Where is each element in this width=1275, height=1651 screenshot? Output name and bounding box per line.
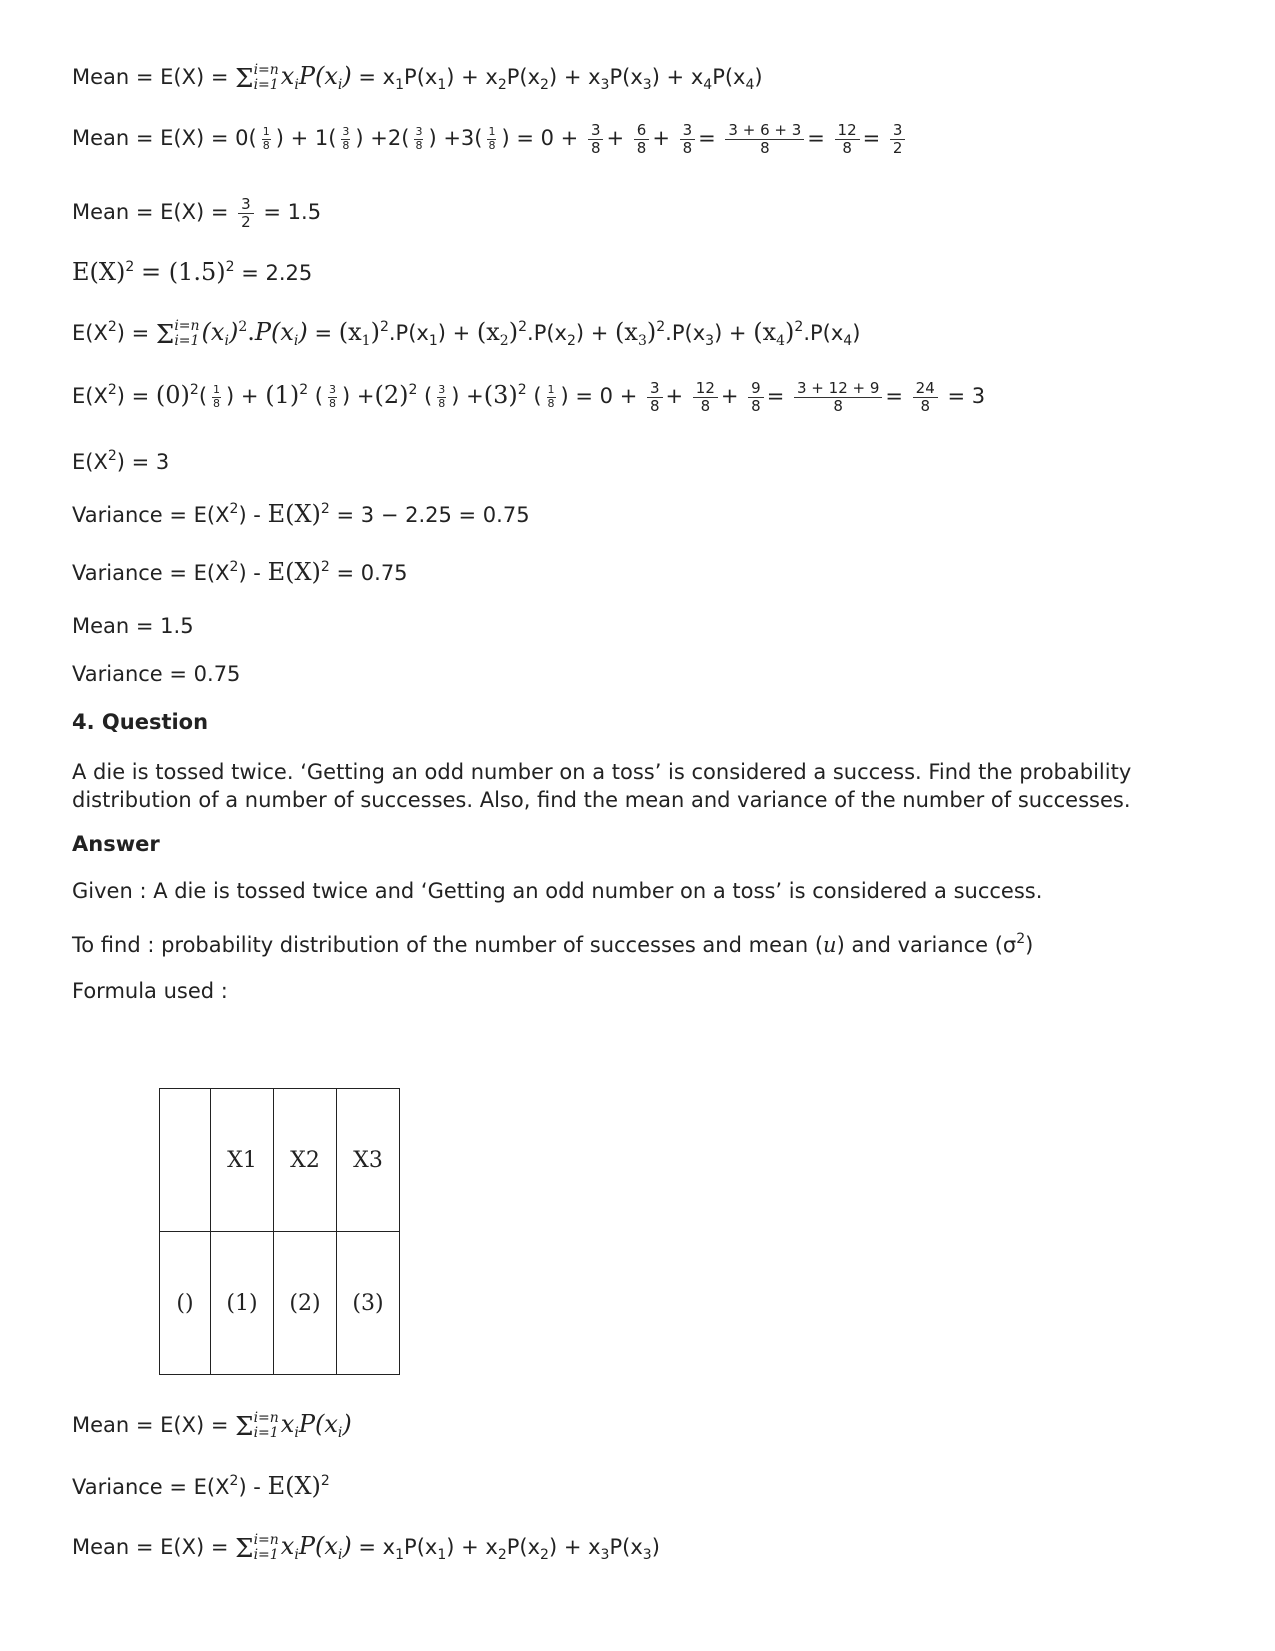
mean-result-num: 3 [890, 122, 906, 140]
mean-value-label: Mean = E(X) = [72, 200, 229, 224]
table-row [160, 1232, 400, 1375]
ex2-calculation-line: $E(X^2) = (0)^2$( $\frac{1}{8}$ ) + $(1)^2$ ( $\frac{3}{8}$ ) $+(2)^2$ ( $\frac{3}{8}$ ) $+(3)^2$ ( $\frac{1}{8}$ ) = 0 + $\frac{3}{8}$ + $\frac{12}{8}$ + $\frac{9}{8}$ = $\frac{3 + 12 + 9}{8}$ = $\frac{24}{8}$ = 3 [72, 379, 986, 415]
formula-used: Formula used : [72, 979, 228, 1003]
ex2-result-line: $E(X^2) = 3$ [72, 448, 170, 474]
mean-value: = 1.5 [263, 200, 322, 224]
variance-label: Variance = E(X [72, 503, 230, 527]
variance2-label: Variance = E(X [72, 561, 230, 585]
formula-variance-rest: ) - [238, 1475, 268, 1499]
variance-result-line: Variance = $E(X^2) - E(X)^2 = 0.75$ [72, 558, 408, 586]
table-cell: X1 [211, 1089, 274, 1232]
variance-final: Variance = 0.75 [72, 662, 241, 686]
table-cell [160, 1089, 211, 1232]
table-cell: X3 [337, 1089, 400, 1232]
to-find-text: To find : probability distribution of the number of successes and mean ( [72, 933, 824, 957]
given-text: Given : A die is tossed twice and ‘Getting an odd number on a toss’ is considered a success. [72, 879, 1043, 903]
answer-heading: Answer [72, 832, 160, 856]
ex2-definition-line: $E(X^2) = \Sigma$ i=n i=1 $(x_i)^2.P(x_i) = (x_1)^2.P(x_1) + (x_2)^2.P(x_2) + (x_3)^2.P(x_3) + (x_4)^2.P(x_4)$ [72, 318, 861, 350]
mean-final: Mean = 1.5 [72, 614, 194, 638]
to-find-end: ) [1025, 933, 1034, 957]
question-text: A die is tossed twice. ‘Getting an odd number on a toss’ is considered a success. Find the probability distribution of a number of successes. Also, find the mean and variance of the number of successes. [72, 760, 1132, 813]
ex-label: E(X) [72, 258, 126, 286]
variance-calc-line: Variance = $E(X^2) - E(X)^2 = 3 - 2.25 = 0.75$ [72, 500, 530, 528]
mean-last-label: Mean = E(X) = [72, 1535, 229, 1559]
formula-mean-label: Mean = E(X) = [72, 1413, 229, 1437]
variance2-value: = 0.75 [336, 561, 408, 585]
ex-squared-value: = 2.25 [241, 261, 313, 285]
table-cell: (1) [211, 1232, 274, 1375]
formula-mean-line: Mean = E(X) = Σ i=n i=1 $x_iP(x_i)$ [72, 1410, 352, 1442]
mean-value-line: Mean = E(X) = $\frac{3}{2}$ = 1.5 [72, 195, 322, 231]
mean-definition-line: Mean = E(X) = Σ i=n i=1 $x_iP(x_i) = x_1P(x_1) + x_2P(x_2) + x_3P(x_3) + x_4P(x_4)$ [72, 62, 763, 94]
table-cell: X2 [274, 1089, 337, 1232]
distribution-table [159, 1088, 400, 1375]
variance-calc-value: = 3 − 2.25 = 0.75 [336, 503, 530, 527]
mean-calculation-line: Mean = E(X) = 0( $\frac{1}{8}$ ) + 1( $\frac{3}{8}$ ) +2( $\frac{3}{8}$ ) +3( $\frac{1}{8}$ ) = 0 + $\frac{3}{8}$ + $\frac{6}{8}$ + $\frac{3}{8}$ = $\frac{3 + 6 + 3}{8}$ = $\frac{12}{8}$ = $\frac{3}{2}$ [72, 122, 908, 156]
question-heading: 4. Question [72, 710, 209, 734]
formula-variance-line: Variance = $E(X^2) - E(X)^2$ [72, 1472, 330, 1500]
mean-result-den: 2 [892, 138, 903, 157]
table-cell: (2) [274, 1232, 337, 1375]
ex2-calc-value: = 3 [947, 384, 986, 408]
formula-variance-label: Variance = E(X [72, 1475, 230, 1499]
to-find-mid: ) and variance (σ [836, 933, 1017, 957]
table-cell: (3) [337, 1232, 400, 1375]
mu-symbol: u [823, 933, 837, 957]
ex-squared-line: $E(X)^2 = (1.5)^2 = 2.25$ [72, 258, 313, 286]
mean-label: Mean = E(X) = [72, 65, 229, 89]
mean-last-line: Mean = E(X) = Σ i=n i=1 $x_iP(x_i) = x_1P(x_1) + x_2P(x_2) + x_3P(x_3)$ [72, 1532, 660, 1564]
table-row [160, 1089, 400, 1232]
to-find-line: To find : probability distribution of the number of successes and mean (u) and variance $(\sigma^2)$ [72, 931, 1034, 957]
table-cell: () [160, 1232, 211, 1375]
